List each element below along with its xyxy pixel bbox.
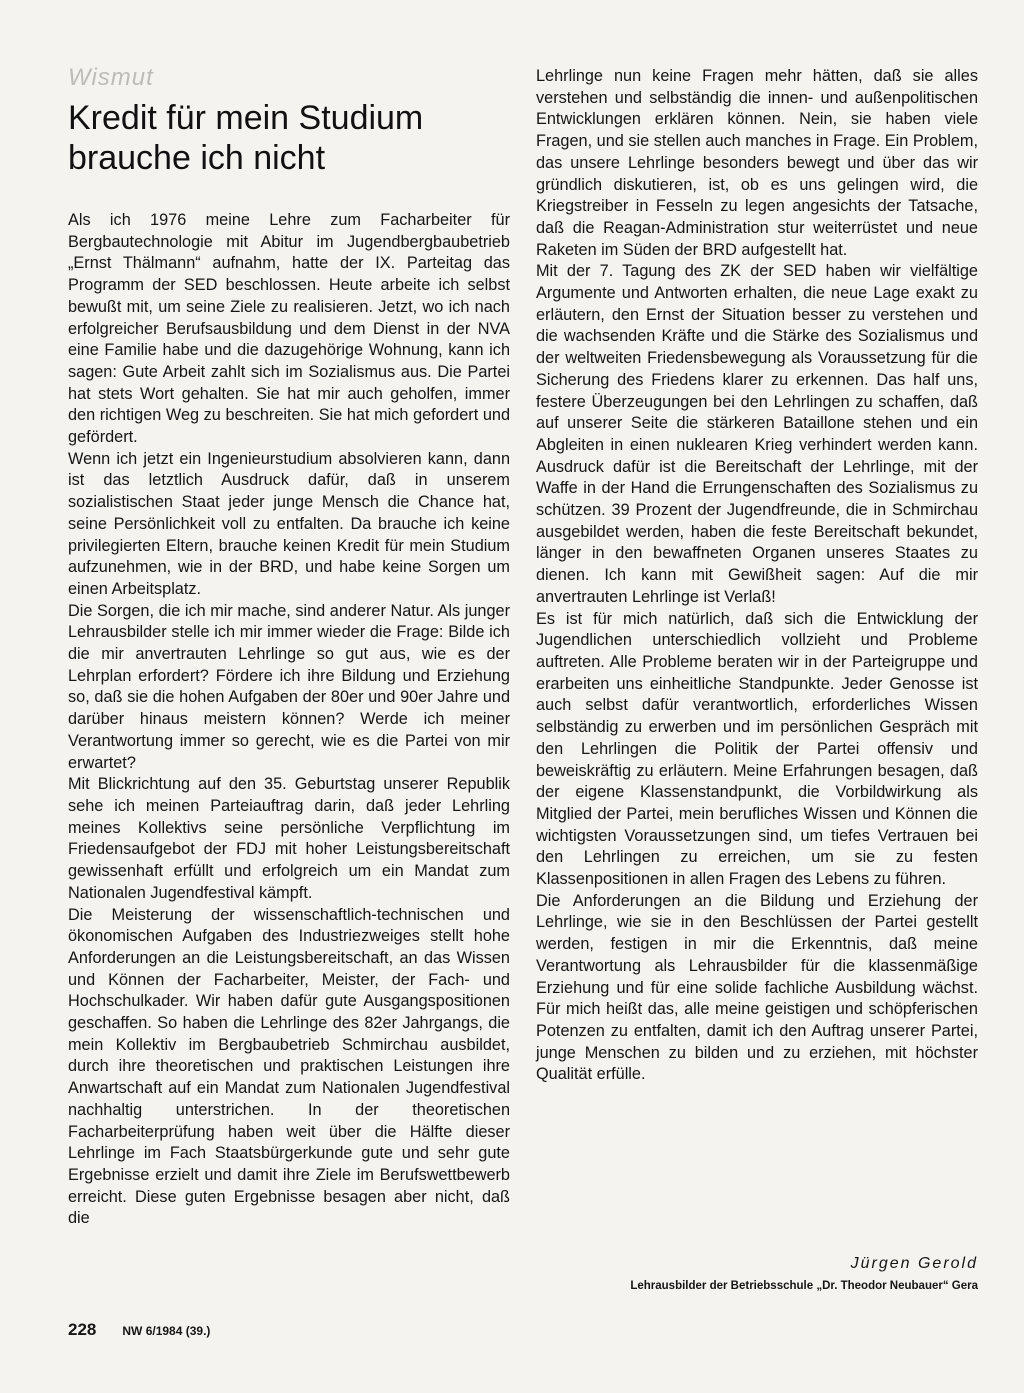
right-column (536, 66, 978, 1086)
paragraph: Mit Blickrichtung auf den 35. Geburtstag unserer Republik sehe ich meinen Parteiauftrag darin, daß jeder Lehrling meines Kollektivs seine persönliche Verpflichtung im Friedensaufgebot der FDJ mit hoher Leistungsbereitschaft gewissenhaft erfüllt und erfolgreich um ein Mandat zum Nationalen Jugendfestival kämpft. (68, 775, 510, 902)
page-number: 228 (68, 1320, 97, 1339)
paragraph: Als ich 1976 meine Lehre zum Facharbeiter für Bergbautechnologie mit Abitur im Jugendbergbaubetrieb „Ernst Thälmann“ aufnahm, hatte der IX. Parteitag das Programm der SED beschlossen. Heute arbeite ich selbst bewußt mit, um seine Ziele zu realisieren. Jetzt, wo ich nach erfolgreicher Berufsausbildung und dem Dienst in der NVA eine Familie habe und die dazugehörige Wohnung, kann ich sagen: Gute Arbeit zahlt sich im Sozialismus aus. Die Partei hat stets Wort gehalten. Sie hat mir auch geholfen, immer den richtigen Weg zu beschreiten. Sie hat mich gefordert und gefördert. (68, 211, 510, 447)
author-name: Jürgen Gerold (850, 1255, 978, 1272)
paragraph: Die Anforderungen an die Bildung und Erziehung der Lehrlinge, wie sie in den Beschlüssen der Partei gestellt werden, festigen in mir die Erkenntnis, daß meine Verantwortung als Lehrausbilder für die klassenmäßige Erziehung und für eine solide fachliche Ausbildung wächst. Für mich heißt das, alle meine geistigen und schöpferischen Potenzen zu entfalten, damit ich den Auftrag unserer Partei, junge Menschen zu bilden und zu erziehen, mit höchster Qualität erfülle. (536, 891, 978, 1084)
paragraph: Die Sorgen, die ich mir mache, sind anderer Natur. Als junger Lehrausbilder stelle ich mir immer wieder die Frage: Bilde ich die mir anvertrauten Lehrlinge so gut aus, wie es der Lehrplan erfordert? Fördere ich ihre Bildung und Erziehung so, daß sie die hohen Aufgaben der 80er und 90er Jahre und darüber hinaus meistern können? Werde ich meiner Verantwortung immer so gerecht, wie es die Partei von mir erwartet? (68, 601, 510, 772)
section-kicker: Wismut (68, 64, 154, 91)
author-signature (536, 1253, 978, 1295)
issue-label: NW 6/1984 (39.) (122, 1324, 211, 1338)
paragraph: Lehrlinge nun keine Fragen mehr hätten, daß sie alles verstehen und selbständig die innen- und außenpolitischen Entwicklungen erklären können. Nein, sie haben viele Fragen, und sie stellen auch manches in Frage. Ein Problem, das unsere Lehrlinge besonders bewegt und über das wir gründlich diskutieren, ist, ob es uns gelingen wird, die Kriegstreiber in Fesseln zu legen angesichts der Tatsache, daß die Reagan-Administration stur weiterrüstet und neue Raketen im Süden der BRD aufgestellt hat. (536, 67, 978, 259)
paragraph: Es ist für mich natürlich, daß sich die Entwicklung der Jugendlichen unterschiedlich vollzieht und Probleme auftreten. Alle Probleme beraten wir in der Parteigruppe und erarbeiten uns einheitliche Standpunkte. Jeder Genosse ist auch selbst dafür verantwortlich, erforderliches Wissen selbständig zu erwerben und im persönlichen Gespräch mit den Lehrlingen die Politik der Partei offensiv und beweiskräftig zu erläutern. Meine Erfahrungen besagen, daß der eigene Klassenstandpunkt, die Vorbildwirkung als Mitglied der Partei, mein berufliches Wissen und Können die wichtigsten Voraussetzungen sind, um tiefes Vertrauen bei den Lehrlingen zu erreichen, um sie zu festen Klassenpositionen in allen Fragen des Lebens zu führen. (536, 609, 978, 889)
paragraph: Wenn ich jetzt ein Ingenieurstudium absolvieren kann, dann ist das letztlich Ausdruck dafür, daß in unserem sozialistischen Staat jeder junge Mensch die Chance hat, seine Persönlichkeit voll zu entfalten. Da brauche ich keine privilegierten Eltern, brauche keinen Kredit für mein Studium aufzunehmen, wie in der BRD, und habe keine Sorgen um einen Arbeitsplatz. (68, 449, 510, 598)
left-column (68, 210, 510, 1230)
page-footer (68, 1320, 210, 1340)
paragraph: Mit der 7. Tagung des ZK der SED haben wir vielfältige Argumente und Antworten erhalten, die neue Lage exakt zu erläutern, den Ernst der Situation besser zu verstehen und die wachsenden Kräfte und die Stärke des Sozialismus und der weltweiten Friedensbewegung als Voraussetzung für die Sicherung des Friedens klarer zu erkennen. Das half uns, festere Überzeugungen bei den Lehrlingen zu schaffen, daß auf unserer Seite die stärkeren Bataillone stehen und ein Abgleiten in einen nuklearen Krieg verhindert werden kann. Ausdruck dafür ist die Bereitschaft der Lehrlinge, mit der Waffe in der Hand die Errungenschaften des Sozialismus zu schützen. 39 Prozent der Jugendfreunde, die in Schmirchau ausgebildet werden, haben die feste Bereitschaft bekundet, länger in den bewaffneten Organen unseres Staates zu dienen. Ich kann mit Gewißheit sagen: Auf die mir anvertrauten Lehrlinge ist Verlaß! (536, 262, 978, 606)
article-title: Kredit für mein Studium brauche ich nicht (68, 99, 424, 177)
paragraph: Die Meisterung der wissenschaftlich-technischen und ökonomischen Aufgaben des Industriezweiges stellt hohe Anforderungen an die Leistungsbereitschaft, an das Wissen und Können der Facharbeiter, Meister, der Fach- und Hochschulkader. Wir haben dafür gute Ausgangspositionen geschaffen. So haben die Lehrlinge des 82er Jahrgangs, die mein Kollektiv im Bergbaubetrieb Schmirchau ausbildet, durch ihre theoretischen und praktischen Leistungen ihre Anwartschaft auf ein Mandat zum Nationalen Jugendfestival nachhaltig unterstrichen. In der theoretischen Facharbeiterprüfung haben weit über die Hälfte dieser Lehrlinge im Fach Staatsbürgerkunde gute und sehr gute Ergebnisse erzielt und damit ihre Ziele im Berufswettbewerb erreicht. Diese guten Ergebnisse besagen aber nicht, daß die (68, 905, 510, 1228)
author-role: Lehrausbilder der Betriebsschule „Dr. Theodor Neubauer“ Gera (630, 1280, 978, 1292)
